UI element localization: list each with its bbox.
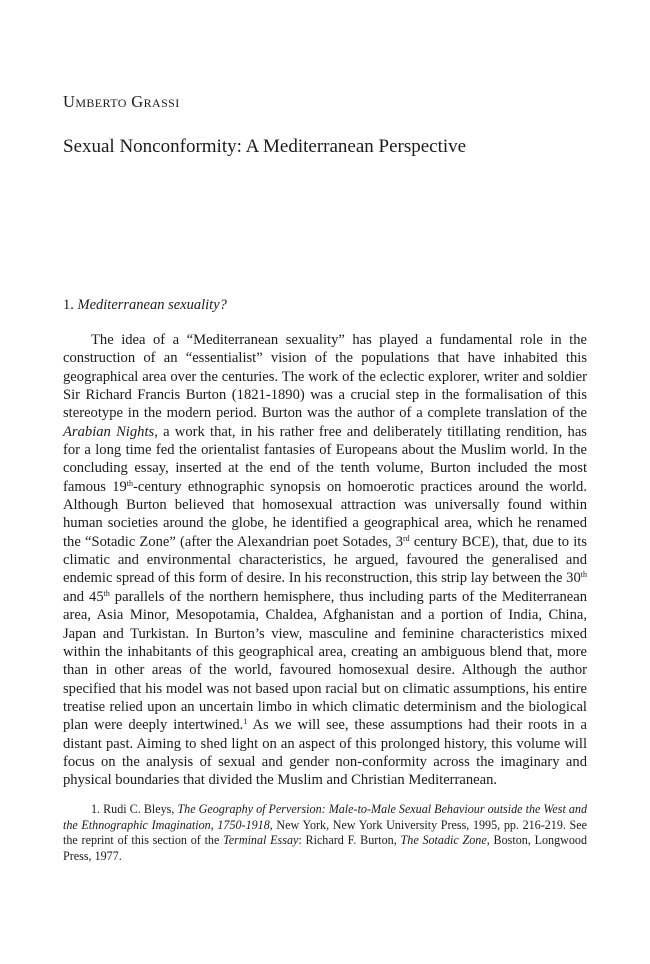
ordinal-superscript: th [126,478,134,488]
book-title-arabian-nights: Arabian Nights [63,423,155,440]
footnote [63,802,587,864]
section-heading [63,297,227,314]
ordinal-superscript: th [580,570,587,580]
ordinal-superscript: rd [403,533,410,543]
body-run: parallels of the northern hemisphere, thus including parts of the Mediterranean area, Asia Minor, Mesopotamia, Chaldea, Afghanistan and a portion of India, China, Japan and Turkistan. In Burton’s view, masculine and feminine characteristics mixed within the inhabitants of this geographical area, creating an ambiguous blend that, more than in other areas of the world, favoured homosexual desire. Although the author specified that his model was not based upon racial but on climatic assumptions, his entire treatise relied upon an uncertain limbo in which climatic determinism and the biological plan were deeply intertwined. [63,588,587,734]
author-name: Umberto Grassi [63,92,180,111]
body-paragraph [63,331,587,790]
chapter-title: Sexual Nonconformity: A Mediterranean Perspective [63,136,467,157]
footnote-essay-title: Terminal Essay [223,833,299,847]
body-run: As we will see, these assumptions had their roots in a distant past. Aiming to shed light on an aspect of this prolonged history, this volume will focus on the analysis of sexual and gender non-conformity across the imaginary and physical boundaries that divided the Muslim and Christian Mediterranean. [63,717,588,789]
body-run: -century ethnographic synopsis on homoerotic practices around the world. Although Burton believed that homosexual attraction was universally found within human societies around the globe, he identified a geographical area, which he renamed the “Sotadic Zone” (after the Alexandrian poet Sotades, 3 [63,478,587,550]
section-number: 1. [63,297,74,313]
body-run: , a work that, in his rather free and deliberately titillating rendition, has for a long time fed the orientalist fantasies of Europeans about the Muslim world. In the concluding essay, inserted at the end of the tenth volume, Burton included the most famous 19 [63,423,587,495]
footnote-run: , Boston, Longwood Press, 1977. [63,833,588,863]
body-run: century BCE), that, due to its climatic and environmental characteristics, he argued, favoured the generalised and endemic spread of this form of desire. In his reconstruction, this strip lay between the 30 [63,533,587,587]
body-run: and 45 [63,588,104,605]
footnote-paragraph [63,802,587,864]
footnote-run: : Richard F. Burton, [298,833,401,847]
footnote-book-title: The Geography of Perversion: Male-to-Male Sexual Behaviour outside the West and the Ethnographic Imagination, 1750-1918 [63,802,587,832]
footnote-run: 1. Rudi C. Bleys, [91,802,178,816]
body-text [63,331,587,790]
body-run: The idea of a “Mediterranean sexuality” has played a fundamental role in the construction of an “essentialist” vision of the populations that have inhabited this geographical area over the centuries. The work of the eclectic explorer, writer and soldier Sir Richard Francis Burton (1821-1890) was a crucial step in the formalisation of this stereotype in the modern period. Burton was the author of a complete translation of the [63,332,587,422]
section-heading-text: Mediterranean sexuality? [77,297,227,313]
ordinal-superscript: th [103,588,110,598]
footnote-reference[interactable]: 1 [243,717,248,727]
footnote-book-title: The Sotadic Zone [400,833,487,847]
footnote-run: , New York, New York University Press, 1995, pp. 216-219. See the reprint of this section of the [63,817,588,847]
